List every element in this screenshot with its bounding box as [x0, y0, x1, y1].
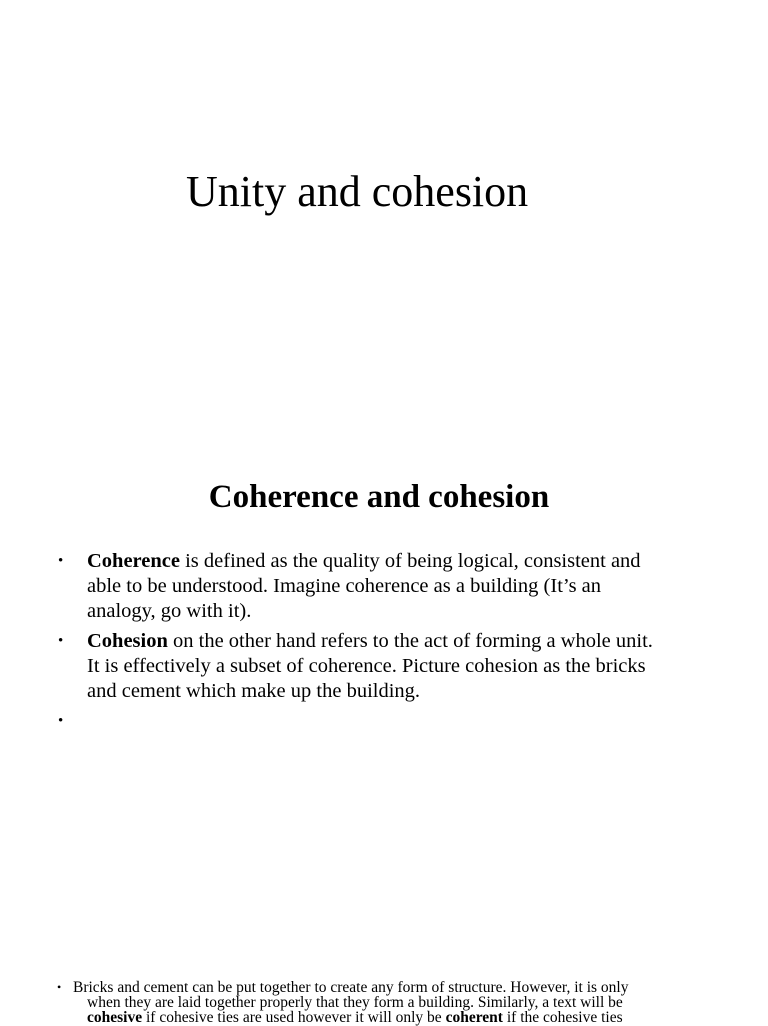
bullet-term: Coherence — [87, 550, 180, 572]
bullet-line: It is effectively a subset of coherence. Picture cohesion as the bricks — [87, 655, 646, 677]
slide3-line: Bricks and cement can be put together to create any form of structure. However, it is only — [73, 979, 629, 996]
slide3-text-span: if the cohesive ties — [502, 1009, 623, 1026]
bullet-text — [87, 629, 708, 704]
bullet-term: Cohesion — [87, 630, 168, 652]
list-item-coherence — [58, 549, 708, 624]
slide3-line — [73, 1010, 717, 1025]
list-item-cohesion — [58, 629, 708, 704]
bullet-line: on the other hand refers to the act of forming a whole unit. — [167, 630, 653, 652]
bullet-icon: • — [58, 633, 64, 649]
bold-term: coherent — [445, 1009, 503, 1026]
slide-title-unity: Unity and cohesion — [186, 167, 529, 216]
bullet-icon: • — [58, 713, 64, 729]
bullet-line: able to be understood. Imagine coherence as a building (It’s an — [87, 575, 602, 597]
bold-term: cohesive — [87, 1009, 143, 1026]
list-item-empty — [58, 709, 708, 734]
slide3-text — [57, 980, 717, 1025]
bullet-line: is defined as the quality of being logical, consistent and — [179, 550, 641, 572]
slide3-line: when they are laid together properly that they form a building. Similarly, a text will be — [87, 994, 623, 1011]
bullet-text — [87, 549, 708, 624]
slide3-bullet — [57, 980, 717, 1025]
bullet-list — [58, 549, 708, 739]
slide3-text-span: if cohesive ties are used however it will only be — [142, 1009, 446, 1026]
bullet-line: and cement which make up the building. — [87, 680, 421, 702]
bullet-line: analogy, go with it). — [87, 600, 252, 622]
slide-title-coherence: Coherence and cohesion — [208, 479, 550, 515]
bullet-icon: • — [58, 553, 64, 569]
bullet-icon: • — [57, 980, 62, 994]
